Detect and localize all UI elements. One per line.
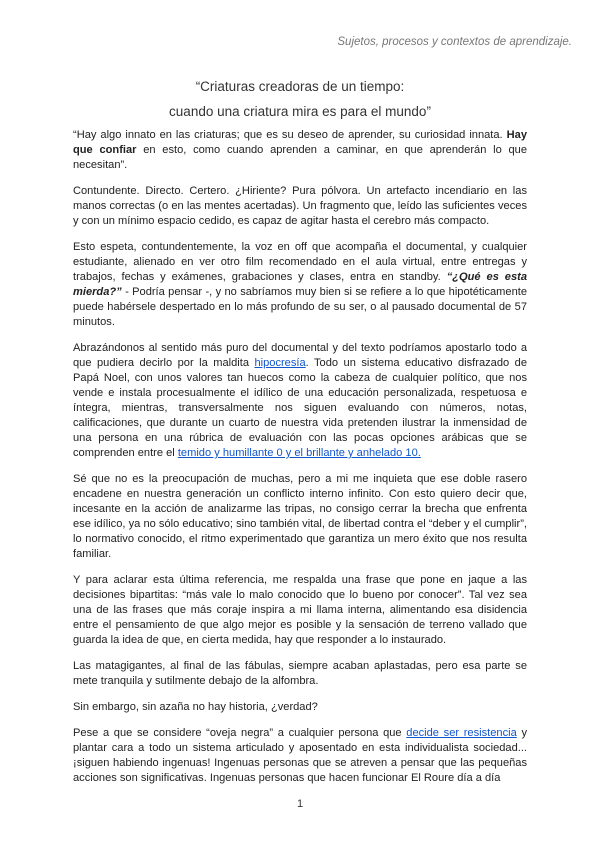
paragraph-3-text-a: Esto espeta, contundentemente, la voz en off que acompaña el documental, y cualquier estudiante, alienado en ver otro film recomendado en el aula virtual, entre entregas y trabajos, fechas y exámenes, grabaciones y clases, entra en standby. bbox=[73, 241, 527, 283]
decide-ser-resistencia-link[interactable]: decide ser resistencia bbox=[406, 727, 517, 739]
hipocresia-link[interactable]: hipocresía bbox=[254, 357, 306, 369]
paragraph-1 bbox=[73, 128, 527, 173]
paragraph-5: Sé que no es la preocupación de muchas, pero a mi me inquieta que ese doble rasero encadene en nuestra generación un conflicto interno infinito. Con esto quiero decir que, incesante en la acción de analizarme las tripas, no consigo cerrar la brecha que enfrenta ese idílico, ya no sólo educativo; sino también vital, de libertad contra el “deber y el cumplir”, lo normativo conocido, el ritmo experimentado que garantiza un mero éxito que nos resulta familiar. bbox=[73, 473, 527, 560]
paragraph-4 bbox=[73, 341, 527, 461]
paragraph-1-bold: Hay que confiar bbox=[73, 129, 527, 156]
paragraph-2: Contundente. Directo. Certero. ¿Hiriente? Pura pólvora. Un artefacto incendiario en las manos correctas (o en las mentes acertadas). Un fragmento que, leído las suficientes veces y con un mínimo espacio cedido, es capaz de agitar hasta el cerebro más compacto. bbox=[73, 185, 527, 227]
paragraph-3-text-b: - Podría pensar -, y no sabríamos muy bien si se refiere a lo que hipotéticamente puede habérsele despertado en lo más profundo de su ser, o al pausado documental de 57 minutos. bbox=[73, 286, 527, 328]
paragraph-1-text-b: en esto, como cuando aprenden a caminar, en que aprenderán lo que necesitan”. bbox=[73, 144, 527, 171]
paragraph-6: Y para aclarar esta última referencia, me respalda una frase que pone en jaque a las decisiones bipartitas: “más vale lo malo conocido que lo bueno por conocer”. Tal vez sea una de las frases que más coraje inspira a mi llama interna, alimentando esa disidencia entre el pensamiento de que algo mejor es posible y la sensación de terreno vallado que guarda la idea de que, en cierta medida, hay que responder a lo instaurado. bbox=[73, 574, 527, 646]
paragraph-3-bold-italic: “¿Qué es esta mierda?” bbox=[73, 271, 528, 298]
paragraph-4-text-a: Abrazándonos al sentido más puro del documental y del texto podríamos apostarlo todo a que pudiera decirlo por la maldita bbox=[73, 342, 527, 369]
paragraph-7: Las matagigantes, al final de las fábulas, siempre acaban aplastadas, pero esa parte se mete tranquila y sutilmente debajo de la alfombra. bbox=[73, 660, 527, 687]
temido-humillante-link[interactable]: temido y humillante 0 y el brillante y anhelado 10. bbox=[177, 447, 421, 459]
paragraph-1-text-a: “Hay algo innato en las criaturas; que es su deseo de aprender, su curiosidad innata. bbox=[73, 129, 507, 141]
document-title-line-1: “Criaturas creadoras de un tiempo: bbox=[195, 79, 405, 94]
running-header: Sujetos, procesos y contextos de aprendizaje. bbox=[337, 36, 572, 48]
document-body bbox=[73, 128, 527, 797]
paragraph-4-text-b: . Todo un sistema educativo disfrazado de Papá Noel, con unos valores tan huecos como la cabeza de cualquier político, que nos vende e instala procesualmente el idílico de una educación personalizada, respetuosa e íntegra, mientras, transversalmente nos siguen evaluando con números, notas, calificaciones, que durante un cuarto de nuestra vida pretenden ilustrar la inmensidad de una persona en una rúbrica de evaluación con las pocas opciones arábicas que se comprenden entre el bbox=[73, 357, 527, 459]
document-title-line-2: cuando una criatura mira es para el mundo” bbox=[169, 104, 431, 119]
paragraph-9-text-b: y plantar cara a todo un sistema articulado y aposentado en esta individualista sociedad... ¡siguen habiendo ingenuas! Ingenuas personas que se atreven a pensar que las pequeñas acciones son significativas. Ingenuas personas que hacen funcionar El Roure día a día bbox=[73, 727, 527, 784]
paragraph-3 bbox=[73, 240, 527, 330]
page-number: 1 bbox=[296, 798, 304, 810]
paragraph-8: Sin embargo, sin azaña no hay historia, ¿verdad? bbox=[73, 701, 318, 713]
paragraph-9 bbox=[73, 726, 527, 786]
paragraph-9-text-a: Pese a que se considere “oveja negra” a cualquier persona que bbox=[73, 727, 407, 739]
